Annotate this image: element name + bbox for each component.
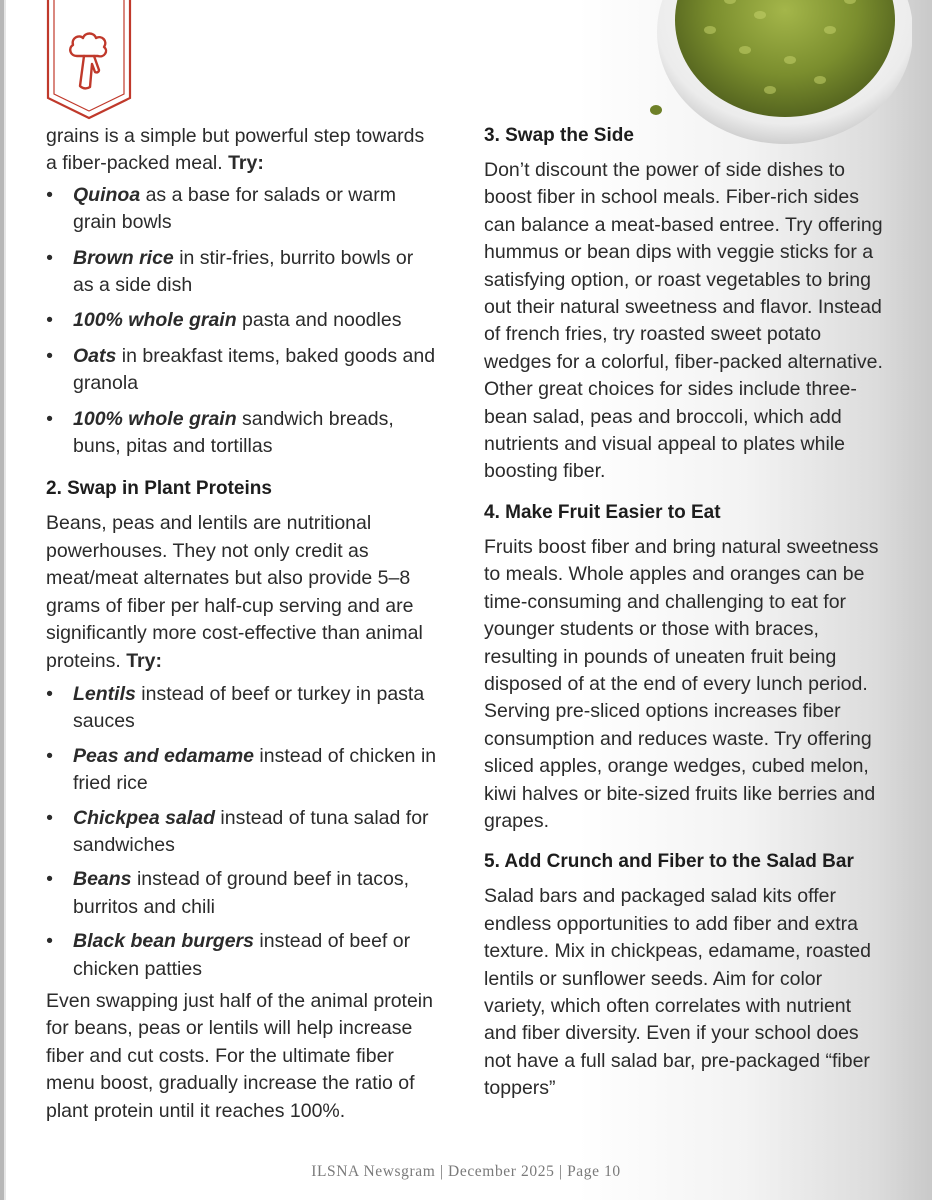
left-edge-highlight [4,0,6,1200]
intro-text: grains is a simple but powerful step towards a fiber-packed meal. [46,125,425,175]
section-2-paragraph [46,510,438,674]
section-4-paragraph: Fruits boost fiber and bring natural sweetness to meals. Whole apples and oranges can be time-consuming and challenging to eat for younger students or those with braces, resulting in pounds of uneaten fruit being disposed of at the end of every lunch period. Serving pre-sliced options increases fiber consumption and reduces waste. Try offering sliced apples, orange wedges, cubed melon, kiwi halves or bite-sized fruits like berries and grapes. [484,535,879,832]
intro-paragraph [46,123,438,178]
list-item: • Black bean burgers instead of beef or chicken patties [46,928,438,983]
right-column [484,0,884,1103]
list-item: • 100% whole grain sandwich breads, buns, pitas and tortillas [46,406,438,461]
section-3-heading: 3. Swap the Side [484,125,634,146]
section-5-paragraph: Salad bars and packaged salad kits offer endless opportunities to add fiber and extra texture. Mix in chickpeas, edamame, roasted lentils or sunflower seeds. Aim for color variety, which often correlates with nutrient and fiber diversity. Even if your school does not have a full salad bar, pre-packaged “fiber toppers” [484,885,871,1100]
list-item: • 100% whole grain pasta and noodles [46,307,438,334]
list-item: • Peas and edamame instead of chicken in fried rice [46,743,438,798]
protein-list [46,681,438,983]
page-footer: ILSNA Newsgram | December 2025 | Page 10 [311,1163,621,1180]
grain-list [46,182,438,461]
closing-paragraph: Even swapping just half of the animal protein for beans, peas or lentils will help increase fiber and cut costs. For the ultimate fiber menu boost, gradually increase the ratio of plant protein until it reaches 100%. [46,989,433,1122]
list-item: • Lentils instead of beef or turkey in pasta sauces [46,681,438,736]
section-5-heading: 5. Add Crunch and Fiber to the Salad Bar [484,851,854,873]
section-3-paragraph: Don’t discount the power of side dishes to boost fiber in school meals. Fiber-rich sides can balance a meat-based entree. Try offering hummus or bean dips with veggie sticks for a satisfying option, or roast vegetables to bring out their natural sweetness and flavor. Instead of french fries, try roasted sweet potato wedges for a colorful, fiber-packed alternative. Other great choices for sides include three-bean salad, peas and broccoli, which add nutrients and visual appeal to plates while boosting fiber. [484,159,883,483]
list-item: • Oats in breakfast items, baked goods and granola [46,343,438,398]
section-2-try-label: Try: [126,649,162,672]
list-item: • Chickpea salad instead of tuna salad for sandwiches [46,805,438,860]
section-2-heading: 2. Swap in Plant Proteins [46,478,272,500]
list-item: • Beans instead of ground beef in tacos, burritos and chili [46,866,438,921]
list-item: • Brown rice in stir-fries, burrito bowls or as a side dish [46,245,438,300]
intro-try-label: Try: [228,152,264,175]
list-item: • Quinoa as a base for salads or warm grain bowls [46,182,438,237]
left-column [46,0,438,1125]
section-2-body: Beans, peas and lentils are nutritional powerhouses. They not only credit as meat/meat alternates but also provide 5–8 grams of fiber per half-cup serving and are significantly more cost-effective than animal proteins. [46,512,423,672]
section-4-heading: 4. Make Fruit Easier to Eat [484,501,721,523]
